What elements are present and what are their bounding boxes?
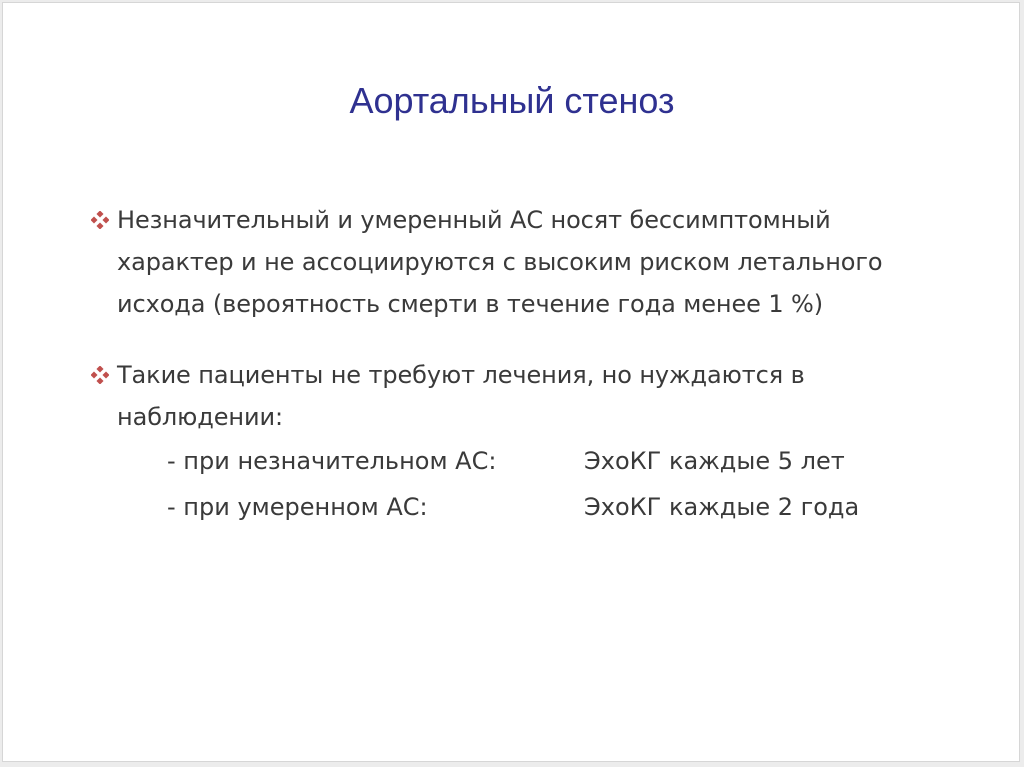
sub-item-value: ЭхоКГ каждые 2 года (584, 493, 860, 521)
bullet-text: Незначительный и умеренный АС носят бессимптомный характер и не ассоциируются с высоким риском летального исхода (вероятность смерти в течение года менее 1 %) (117, 206, 883, 318)
sub-item-value: ЭхоКГ каждые 5 лет (584, 447, 845, 475)
sub-item-label: - при умеренном АС: (167, 493, 428, 521)
sub-item-2 (167, 484, 989, 530)
sub-item-1 (167, 438, 989, 484)
bullet-item-2 (89, 354, 989, 438)
bullet-text: Такие пациенты не требуют лечения, но нуждаются в наблюдении: (117, 361, 805, 431)
slide (2, 2, 1020, 762)
diamond-bullet-icon (91, 366, 109, 384)
sub-item-label: - при незначительном АС: (167, 447, 497, 475)
bullet-item-1 (89, 199, 989, 325)
diamond-bullet-icon (91, 211, 109, 229)
slide-title: Аортальный стеноз (349, 80, 675, 121)
slide-content (89, 199, 989, 530)
